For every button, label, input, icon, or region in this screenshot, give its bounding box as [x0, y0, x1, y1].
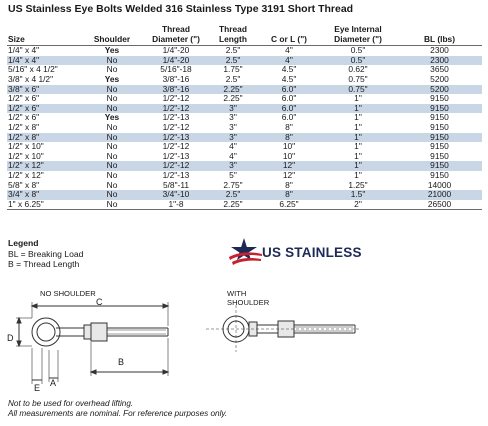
cell-size: 1/2" x 10"	[8, 150, 44, 161]
cell-eye-internal: 1"	[354, 169, 362, 180]
cell-bl: 9150	[397, 161, 482, 171]
cell-c-or-l: 6.0"	[259, 85, 319, 95]
cell-eye-internal: 1"	[354, 121, 362, 132]
cell-c-or-l: 4"	[285, 45, 293, 56]
cell-thread-diameter: 3/8"-16	[162, 73, 190, 84]
cell-shoulder: No	[79, 104, 145, 114]
with-shoulder-drawing	[206, 305, 360, 352]
cell-thread-diameter: 1/2"-13	[145, 133, 207, 143]
footnote-overhead: Not to be used for overhead lifting.	[8, 399, 134, 408]
cell-c-or-l: 6.25"	[259, 200, 319, 210]
cell-thread-diameter: 1/2"-13	[162, 150, 190, 161]
cell-size: 1/2" x 10"	[8, 141, 44, 152]
cell-bl: 14000	[427, 179, 452, 190]
cell-size: 3/8" x 6"	[7, 85, 79, 95]
header-eye-internal: Eye Internal Diameter (")	[319, 25, 397, 46]
cell-eye-internal: 1"	[319, 104, 397, 114]
cell-thread-length: 3"	[207, 161, 259, 171]
cell-size: 1/2" x 6"	[8, 93, 40, 104]
cell-shoulder: No	[106, 179, 118, 190]
cell-thread-diameter: 1/2"-12	[162, 121, 190, 132]
cell-eye-internal: 2"	[319, 200, 397, 210]
cell-shoulder: No	[79, 161, 145, 171]
dim-c-label: C	[96, 297, 103, 307]
cell-bl: 21000	[397, 190, 482, 200]
cell-size: 1/2" x 8"	[7, 133, 79, 143]
cell-thread-length: 4"	[229, 150, 237, 161]
cell-bl: 9150	[430, 121, 449, 132]
cell-shoulder: No	[79, 190, 145, 200]
cell-shoulder: No	[79, 56, 145, 66]
cell-size: 5/16" x 4 1/2"	[8, 64, 58, 75]
cell-shoulder: No	[106, 169, 118, 180]
cell-c-or-l: 8"	[285, 179, 293, 190]
cell-thread-diameter: 5/16"-18	[160, 64, 192, 75]
cell-eye-internal: 1"	[354, 141, 362, 152]
cell-size: 1/4" x 4"	[8, 45, 40, 56]
cell-size: 1/2" x 12"	[7, 161, 79, 171]
cell-eye-internal: 0.5"	[319, 56, 397, 66]
cell-thread-length: 1.75"	[223, 64, 243, 75]
cell-bl: 3650	[430, 64, 449, 75]
cell-eye-internal: 0.75"	[319, 85, 397, 95]
cell-c-or-l: 6.0"	[281, 112, 297, 123]
dim-a-label: A	[50, 378, 57, 388]
cell-thread-length: 4"	[229, 141, 237, 152]
cell-bl: 9150	[430, 112, 449, 123]
header-thread-length: Thread Length	[207, 25, 259, 46]
cell-thread-length: 2.25"	[223, 93, 243, 104]
cell-shoulder: No	[106, 121, 118, 132]
header-size: Size	[7, 25, 79, 46]
cell-thread-length: 3"	[229, 121, 237, 132]
cell-c-or-l: 12"	[282, 169, 296, 180]
cell-thread-diameter: 1/2"-13	[162, 169, 190, 180]
cell-c-or-l: 10"	[282, 150, 296, 161]
cell-bl: 9150	[430, 169, 449, 180]
cell-bl: 9150	[397, 133, 482, 143]
legend-item-bl: BL = Breaking Load	[8, 248, 84, 259]
cell-bl: 2300	[397, 56, 482, 66]
footnote-nominal: All measurements are nominal. For reference purposes only.	[8, 409, 228, 419]
cell-c-or-l: 6.0"	[259, 104, 319, 114]
cell-thread-diameter: 3/8"-16	[145, 85, 207, 95]
cell-bl: 5200	[397, 85, 482, 95]
cell-thread-length: 2.5"	[225, 45, 241, 56]
cell-c-or-l: 4"	[259, 56, 319, 66]
cell-eye-internal: 1"	[354, 112, 362, 123]
cell-eye-internal: 0.62"	[348, 64, 368, 75]
cell-shoulder: No	[106, 150, 118, 161]
cell-bl: 9150	[397, 104, 482, 114]
dim-d-label: D	[7, 333, 14, 343]
cell-eye-internal: 0.75"	[348, 73, 368, 84]
cell-eye-internal: 1"	[319, 133, 397, 143]
cell-thread-diameter: 1/2"-12	[162, 141, 190, 152]
cell-shoulder: No	[106, 141, 118, 152]
legend-heading: Legend	[8, 238, 39, 248]
cell-shoulder: Yes	[104, 73, 120, 84]
cell-thread-diameter: 1/2"-12	[145, 104, 207, 114]
cell-size: 1/2" x 8"	[8, 121, 40, 132]
cell-thread-length: 2.75"	[223, 179, 243, 190]
document-title: US Stainless Eye Bolts Welded 316 Stainless Type 3191 Short Thread	[8, 3, 354, 15]
cell-thread-length: 5"	[229, 169, 237, 180]
cell-eye-internal: 1"	[354, 93, 362, 104]
cell-thread-length: 2.5"	[207, 190, 259, 200]
cell-bl: 26500	[397, 200, 482, 210]
cell-c-or-l: 4.5"	[281, 73, 297, 84]
cell-c-or-l: 8"	[285, 121, 293, 132]
cell-thread-length: 2.5"	[225, 73, 241, 84]
cell-bl: 9150	[430, 93, 449, 104]
header-c-or-l: C or L (")	[259, 25, 319, 46]
cell-c-or-l: 8"	[259, 133, 319, 143]
cell-bl: 9150	[430, 150, 449, 161]
cell-c-or-l: 8"	[259, 190, 319, 200]
cell-size: 1/2" x 12"	[8, 169, 44, 180]
dim-e-label: E	[34, 383, 41, 393]
no-shoulder-drawing	[16, 302, 168, 384]
cell-thread-length: 2.5"	[207, 56, 259, 66]
cell-shoulder: No	[79, 133, 145, 143]
cell-thread-diameter: 5/8"-11	[162, 179, 190, 190]
footnotes	[8, 399, 227, 420]
no-shoulder-label: NO SHOULDER	[40, 289, 96, 298]
cell-c-or-l: 6.0"	[281, 93, 297, 104]
legend-item-b: B = Thread Length	[8, 259, 80, 269]
cell-bl: 2300	[430, 45, 449, 56]
header-shoulder: Shoulder	[79, 25, 145, 46]
cell-thread-diameter: 1/2"-12	[162, 93, 190, 104]
cell-shoulder: No	[106, 93, 118, 104]
cell-shoulder: Yes	[104, 45, 120, 56]
cell-eye-internal: 1.25"	[348, 179, 368, 190]
cell-shoulder: Yes	[104, 112, 120, 123]
cell-thread-length: 3"	[207, 104, 259, 114]
cell-size: 1/2" x 6"	[8, 112, 40, 123]
cell-c-or-l: 4.5"	[281, 64, 297, 75]
cell-bl: 9150	[430, 141, 449, 152]
cell-thread-diameter: 1"-8	[145, 200, 207, 210]
logo-text: US STAINLESS	[262, 245, 362, 260]
cell-thread-length: 3"	[229, 112, 237, 123]
cell-shoulder: No	[106, 64, 118, 75]
cell-thread-diameter: 3/4"-10	[145, 190, 207, 200]
cell-eye-internal: 1"	[354, 150, 362, 161]
cell-thread-length: 2.25"	[207, 85, 259, 95]
cell-size: 3/4" x 8"	[7, 190, 79, 200]
header-bl: BL (lbs)	[397, 25, 482, 46]
dim-b-label: B	[118, 357, 125, 367]
cell-thread-diameter: 1/4"-20	[162, 45, 190, 56]
cell-shoulder: No	[79, 85, 145, 95]
cell-shoulder: No	[79, 200, 145, 210]
cell-thread-diameter: 1/4"-20	[145, 56, 207, 66]
cell-bl: 5200	[430, 73, 449, 84]
cell-thread-length: 2.25"	[207, 200, 259, 210]
cell-thread-length: 3"	[207, 133, 259, 143]
cell-c-or-l: 12"	[259, 161, 319, 171]
header-thread-diameter: Thread Diameter (")	[145, 25, 207, 46]
cell-size: 1/2" x 6"	[7, 104, 79, 114]
cell-size: 3/8" x 4 1/2"	[8, 73, 54, 84]
cell-eye-internal: 0.5"	[350, 45, 366, 56]
with-shoulder-label: WITH SHOULDER	[227, 289, 270, 307]
cell-size: 1" x 6.25"	[7, 200, 79, 210]
cell-eye-internal: 1.5"	[319, 190, 397, 200]
cell-eye-internal: 1"	[319, 161, 397, 171]
cell-thread-diameter: 1/2"-13	[162, 112, 190, 123]
cell-c-or-l: 10"	[282, 141, 296, 152]
cell-thread-diameter: 1/2"-12	[145, 161, 207, 171]
cell-size: 1/4" x 4"	[7, 56, 79, 66]
cell-size: 5/8" x 8"	[8, 179, 40, 190]
